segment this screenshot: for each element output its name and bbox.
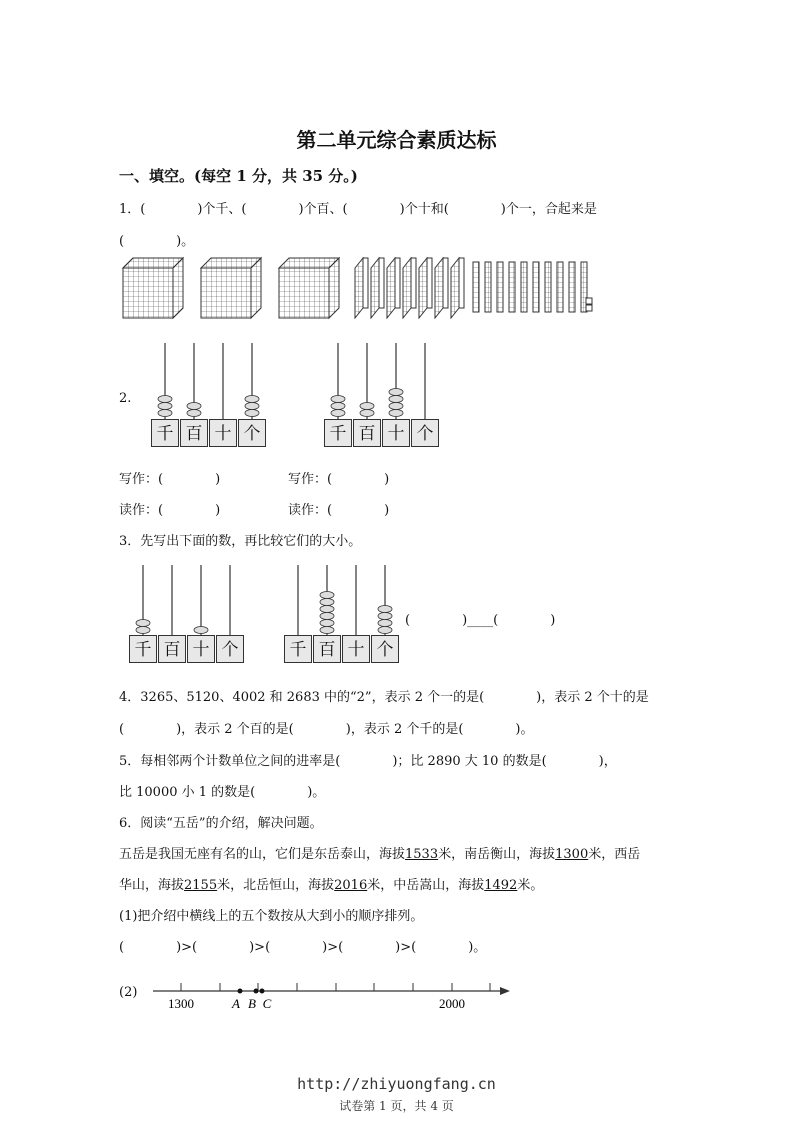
question-3-text: 3．先写出下面的数，再比较它们的大小。 <box>119 534 362 549</box>
q6-text: 米。 <box>517 878 544 893</box>
q6-text: 米，南岳衡山，海拔 <box>438 847 556 862</box>
place-value-blocks-figure <box>118 256 598 328</box>
q2-write-right: 写作：( ) <box>288 472 390 487</box>
q6-sub-question-2: (2) <box>119 985 138 1000</box>
abacus-label-thousands: 千 <box>129 635 157 663</box>
abacus-label-ones: 个 <box>216 635 244 663</box>
abacus-label-ones: 个 <box>411 419 439 447</box>
point-c-marker <box>260 989 265 994</box>
abacus-label-hundreds: 百 <box>180 419 208 447</box>
question-4-line-2: ( )，表示 2 个百的是( )，表示 2 个千的是( )。 <box>119 722 534 737</box>
thousand-cube-3 <box>279 258 339 318</box>
thousand-cube-1 <box>123 258 183 318</box>
section-heading-fill-blank: 一、填空。(每空 1 分，共 35 分。) <box>119 167 358 185</box>
tick-label-2000: 2000 <box>439 996 465 1011</box>
abacus-label-hundreds: 百 <box>158 635 186 663</box>
question-1-line-1: 1．( )个千、( )个百、( )个十和( )个一，合起来是 <box>119 202 597 217</box>
abacus-rods <box>283 565 403 635</box>
q6-number-1533: 1533 <box>405 847 439 862</box>
watermark-url: http://zhiyuongfang.cn <box>297 1075 496 1093</box>
page-title: 第二单元综合素质达标 <box>296 128 497 152</box>
abacus-label-thousands: 千 <box>151 419 179 447</box>
q6-number-1300: 1300 <box>555 847 589 862</box>
q6-text: 华山，海拔 <box>119 878 185 893</box>
abacus-q2-left <box>150 343 270 451</box>
point-c-label: C <box>262 996 272 1011</box>
tick-label-1300: 1300 <box>168 996 194 1011</box>
hundred-flats <box>355 258 464 318</box>
point-b-label: B <box>248 996 256 1011</box>
abacus-q3-left <box>128 565 248 667</box>
abacus-label-tens: 十 <box>187 635 215 663</box>
abacus-label-ones: 个 <box>371 635 399 663</box>
abacus-label-ones: 个 <box>238 419 266 447</box>
question-1-line-2: ( )。 <box>119 234 195 249</box>
page-number: 试卷第 1 页，共 4 页 <box>339 1099 454 1113</box>
abacus-label-tens: 十 <box>382 419 410 447</box>
q6-number-2016: 2016 <box>334 878 368 893</box>
question-6-intro: 6．阅读“五岳”的介绍，解决问题。 <box>119 816 323 831</box>
q6-text: 米，中岳嵩山，海拔 <box>367 878 485 893</box>
abacus-label-tens: 十 <box>209 419 237 447</box>
q6-text: 五岳是我国无座有名的山，它们是东岳泰山，海拔 <box>119 847 406 862</box>
number-line <box>148 975 518 1015</box>
question-5-line-1: 5．每相邻两个计数单位之间的进率是( )；比 2890 大 10 的数是( )， <box>119 754 617 769</box>
question-4-line-1: 4．3265、5120、4002 和 2683 中的“2”，表示 2 个一的是( )，表示 2 个十的是 <box>119 690 649 705</box>
thousand-cube-2 <box>201 258 261 318</box>
q3-compare-blanks: ( )____( ) <box>405 613 556 628</box>
abacus-label-hundreds: 百 <box>313 635 341 663</box>
q6-paragraph-line-1 <box>119 843 640 862</box>
q2-write-left: 写作：( ) <box>119 472 221 487</box>
q6-number-1492: 1492 <box>484 878 518 893</box>
abacus-label-tens: 十 <box>342 635 370 663</box>
abacus-q3-right <box>283 565 403 667</box>
q6-text: 米，北岳恒山，海拔 <box>217 878 335 893</box>
question-2-number: 2. <box>119 391 132 406</box>
abacus-q2-right <box>323 343 443 451</box>
abacus-rods <box>323 343 443 419</box>
one-cubes <box>586 298 592 311</box>
abacus-label-thousands: 千 <box>324 419 352 447</box>
q2-read-left: 读作：( ) <box>119 503 221 518</box>
q6-order-blanks: ( )>( )>( )>( )>( )。 <box>119 940 487 955</box>
abacus-label-thousands: 千 <box>284 635 312 663</box>
point-a-marker <box>238 989 243 994</box>
q2-read-right: 读作：( ) <box>288 503 390 518</box>
q6-paragraph-line-2 <box>119 874 543 893</box>
abacus-rods <box>128 565 248 635</box>
q6-sub-question-1: (1)把介绍中横线上的五个数按从大到小的顺序排列。 <box>119 909 424 924</box>
abacus-label-hundreds: 百 <box>353 419 381 447</box>
abacus-rods <box>150 343 270 419</box>
q6-number-2155: 2155 <box>184 878 218 893</box>
point-a-label: A <box>232 996 240 1011</box>
question-5-line-2: 比 10000 小 1 的数是( )。 <box>119 785 326 800</box>
point-b-marker <box>254 989 259 994</box>
ten-rods <box>473 262 587 312</box>
q6-text: 米，西岳 <box>588 847 641 862</box>
